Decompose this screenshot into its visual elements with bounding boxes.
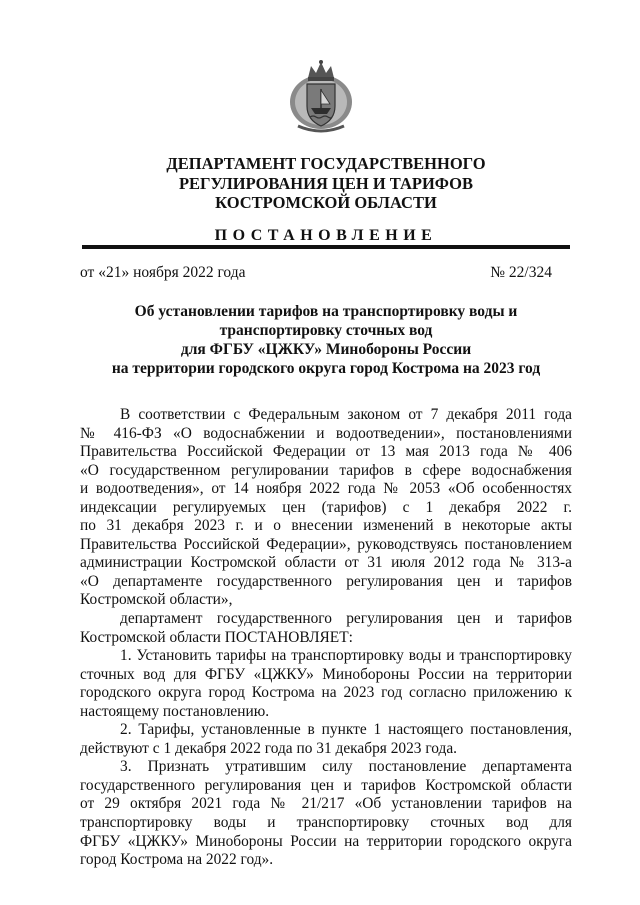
document-type: ПОСТАНОВЛЕНИЕ xyxy=(214,227,438,244)
body-line: В соответствии с Федеральным законом от 7 декабря 2011 года xyxy=(120,406,572,423)
document-number: № 22/324 xyxy=(490,264,552,281)
title-line: транспортировку сточных вод xyxy=(219,322,433,339)
body-line: от 29 октября 2021 года № 21/217 «Об установлении тарифов на xyxy=(80,795,572,813)
body-line: № 416-ФЗ «О водоснабжении и водоотведении», постановлениями xyxy=(80,424,572,442)
body-paragraph xyxy=(80,647,572,721)
body-paragraph xyxy=(80,406,572,610)
body-line: Правительства Российской Федерации от 13 мая 2013 года № 406 xyxy=(80,443,572,461)
document-body xyxy=(80,406,572,870)
body-line: департамент государственного регулирования цен и тарифов xyxy=(120,610,572,628)
document-date: от «21» ноября 2022 года xyxy=(80,264,246,281)
body-paragraph xyxy=(80,610,572,647)
body-line: действуют с 1 декабря 2022 года по 31 декабря 2023 года. xyxy=(80,739,458,757)
body-line: город Кострома на 2022 год». xyxy=(80,851,274,869)
body-line: и водоотведения», от 14 ноября 2022 года № 2053 «Об особенностях xyxy=(80,480,572,498)
title-line: для ФГБУ «ЦЖКУ» Минобороны России xyxy=(180,341,472,358)
body-paragraph xyxy=(80,758,572,869)
body-line: 3. Признать утратившим силу постановление департамента xyxy=(120,758,572,776)
document-title xyxy=(80,302,572,378)
body-line: 2. Тарифы, установленные в пункте 1 настоящего постановления, xyxy=(120,721,572,739)
title-line: на территории городского округа город Кострома на 2023 год xyxy=(111,360,541,377)
body-line: «О государственном регулировании тарифов в сфере водоснабжения xyxy=(80,461,572,479)
date-number-row xyxy=(80,264,552,282)
body-line: Костромской области ПОСТАНОВЛЯЕТ: xyxy=(80,628,353,646)
body-line: Костромской области», xyxy=(80,591,233,609)
body-line: администрации Костромской области от 31 июля 2012 года № 313-а xyxy=(80,554,572,572)
body-line: «О департаменте государственного регулирования цен и тарифов xyxy=(80,572,572,590)
body-line: транспортировку воды и транспортировку сточных вод для xyxy=(80,814,572,832)
title-line: Об установлении тарифов на транспортировку воды и xyxy=(134,303,518,320)
body-line: государственного регулирования цен и тарифов Костромской области xyxy=(80,776,572,794)
body-line: по 31 декабря 2023 г. и о внесении изменений в некоторые акты xyxy=(80,517,572,535)
issuer-line: КОСТРОМСКОЙ ОБЛАСТИ xyxy=(215,193,437,212)
body-line: сточных вод для ФГБУ «ЦЖКУ» Минобороны России на территории xyxy=(80,665,572,683)
body-line: городского округа город Кострома на 2023 год согласно приложению к xyxy=(80,684,572,702)
issuer-line: ДЕПАРТАМЕНТ ГОСУДАРСТВЕННОГО xyxy=(166,154,486,173)
body-line: индексации регулируемых цен (тарифов) с 1 декабря 2022 г. xyxy=(80,498,572,516)
issuer-line: РЕГУЛИРОВАНИЯ ЦЕН И ТАРИФОВ xyxy=(178,173,474,193)
header-rule xyxy=(82,245,570,249)
body-paragraph xyxy=(80,721,572,758)
issuer-header xyxy=(80,154,572,213)
body-line: ФГБУ «ЦЖКУ» Минобороны России на территории городского округа xyxy=(80,832,572,850)
body-line: 1. Установить тарифы на транспортировку воды и транспортировку xyxy=(120,647,572,665)
body-line: настоящему постановлению. xyxy=(80,702,270,720)
body-line: Правительства Российской Федерации», руководствуясь постановлением xyxy=(80,535,572,553)
coat-of-arms-icon xyxy=(288,58,354,134)
